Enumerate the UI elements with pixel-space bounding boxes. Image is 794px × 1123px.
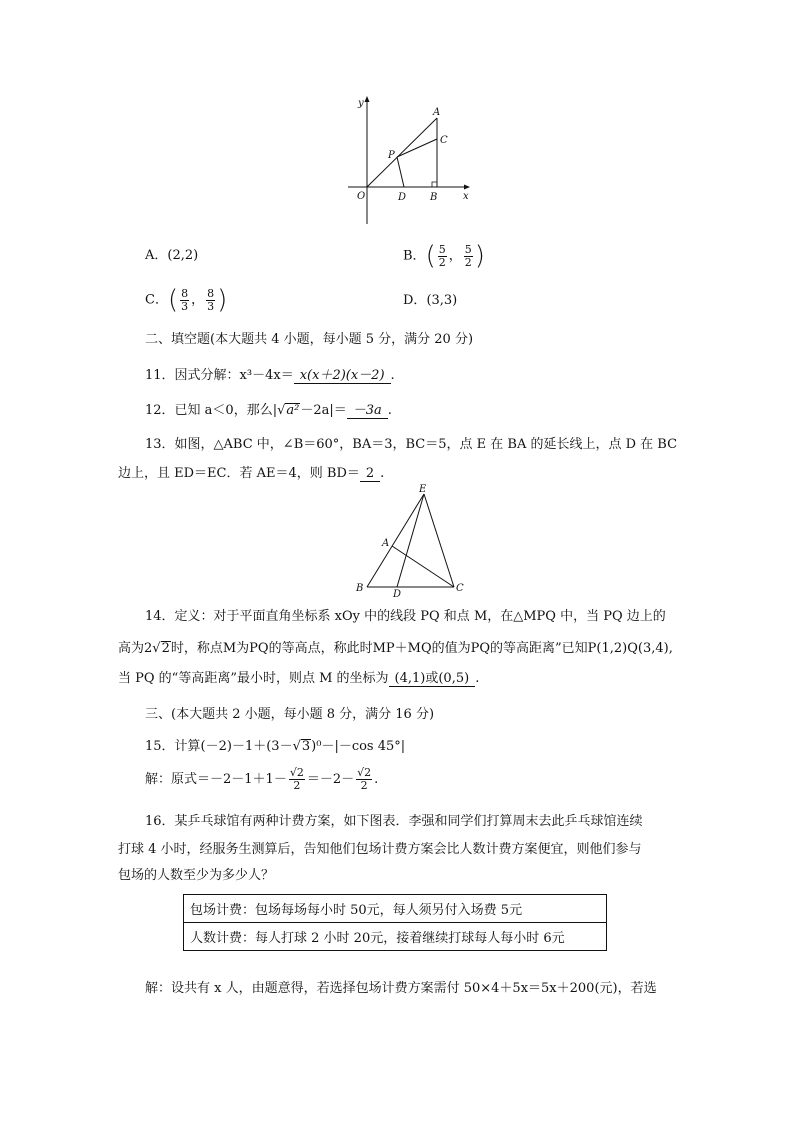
fraction: $\frac{√2}{2}$ bbox=[289, 766, 304, 792]
q14-line3: 当 PQ 的“等高距离”最小时，则点 M 的坐标为 (4,1)或(0,5) . bbox=[118, 671, 480, 686]
label-E: E bbox=[419, 484, 427, 495]
coordinate-figure bbox=[330, 92, 480, 232]
y-axis-arrow bbox=[365, 96, 370, 102]
table-row bbox=[184, 895, 607, 923]
right-angle-mark bbox=[432, 182, 437, 187]
table-row bbox=[184, 923, 607, 951]
segment-ED bbox=[397, 494, 424, 587]
q12-answer: －3a bbox=[347, 403, 388, 419]
fraction: $\frac{5}{2}$ bbox=[464, 242, 472, 269]
q10-option-C: C．( $\frac{8}{3}$ ， $\frac{8}{3}$ ) bbox=[145, 285, 228, 315]
table-cell: 包场计费：包场每场每小时 50元，每人须另付入场费 5元 bbox=[184, 895, 607, 923]
fraction: $\frac{5}{2}$ bbox=[438, 242, 446, 269]
label-D: D bbox=[398, 192, 407, 203]
q11: 11．因式分解：x³－4x＝ x(x＋2)(x－2) . bbox=[145, 368, 395, 383]
label-x: x bbox=[463, 191, 469, 202]
q10-option-A: A．(2,2) bbox=[145, 248, 199, 263]
sqrt-sign: √ bbox=[292, 739, 301, 754]
sqrt-sign: √ bbox=[152, 641, 161, 656]
fraction: $\frac{8}{3}$ bbox=[181, 286, 189, 313]
label-O: O bbox=[357, 191, 366, 202]
q15-solution: 解：原式＝－2－1＋1－ $\frac{√2}{2}$ ＝－2－ $\frac{√2}{2}$ . bbox=[145, 766, 379, 792]
q16-line2: 打球 4 小时，经服务生测算后，告知他们包场计费方案会比人数计费方案便宜，则他们参与 bbox=[118, 842, 642, 857]
segment-EC bbox=[424, 494, 454, 587]
q16-line1: 16．某乒乓球馆有两种计费方案，如下图表．李强和同学们打算周末去此乒乓球馆连续 bbox=[145, 814, 643, 829]
q16-line3: 包场的人数至少为多少人？ bbox=[118, 868, 275, 883]
label-y: y bbox=[358, 98, 364, 109]
q14-line2: 高为2√2时，称点M为PQ的等高点，称此时MP＋MQ的值为PQ的等高距离”已知P(1,2)Q(3,4), bbox=[118, 641, 673, 656]
q15: 15．计算(－2)－1＋(3－√3)⁰－|－cos 45°| bbox=[145, 739, 406, 754]
q14-line1: 14．定义：对于平面直角坐标系 xOy 中的线段 PQ 和点 M，在△MPQ 中，当 PQ 边上的 bbox=[145, 609, 666, 624]
sqrt-sign: √ bbox=[277, 403, 286, 418]
line-PC bbox=[397, 139, 437, 157]
q11-answer: x(x＋2)(x－2) bbox=[294, 368, 391, 384]
q12: 12．已知 a＜0，那么|√a²－2a|＝ －3a . bbox=[145, 403, 392, 418]
section3-heading: 三、(本大题共 2 小题，每小题 8 分，满分 16 分) bbox=[145, 707, 435, 722]
fee-table bbox=[183, 894, 607, 951]
segment-AC bbox=[392, 546, 454, 587]
fraction: $\frac{√2}{2}$ bbox=[357, 766, 372, 792]
segment-BE bbox=[367, 494, 424, 587]
line-PD bbox=[397, 157, 404, 187]
x-axis-arrow bbox=[464, 185, 470, 190]
label-C: C bbox=[456, 583, 464, 594]
label-D: D bbox=[393, 589, 402, 597]
q14-answer: (4,1)或(0,5) bbox=[389, 671, 476, 687]
q16-solution: 解：设共有 x 人，由题意得，若选择包场计费方案需付 50×4＋5x＝5x＋200(元)，若选 bbox=[145, 981, 657, 996]
section2-heading: 二、填空题(本大题共 4 小题，每小题 5 分，满分 20 分) bbox=[145, 332, 474, 347]
label-C: C bbox=[440, 135, 448, 146]
label-B: B bbox=[430, 192, 438, 203]
q13-line1: 13．如图，△ABC 中，∠B＝60°，BA＝3，BC＝5，点 E 在 BA 的延长线上，点 D 在 BC bbox=[145, 437, 678, 452]
label-A: A bbox=[433, 107, 441, 118]
q10-option-B: B．( $\frac{5}{2}$ ， $\frac{5}{2}$ ) bbox=[403, 241, 485, 271]
q10-option-D: D．(3,3) bbox=[403, 293, 458, 308]
q13-answer: 2 bbox=[360, 466, 380, 482]
q13-line2: 边上，且 ED＝EC．若 AE＝4，则 BD＝ 2 . bbox=[118, 466, 385, 481]
table-cell: 人数计费：每人打球 2 小时 20元，接着继续打球每人每小时 6元 bbox=[184, 923, 607, 951]
fraction: $\frac{8}{3}$ bbox=[207, 286, 215, 313]
label-A: A bbox=[382, 538, 390, 549]
label-P: P bbox=[388, 150, 395, 161]
label-B: B bbox=[356, 583, 364, 594]
triangle-figure bbox=[350, 482, 475, 597]
